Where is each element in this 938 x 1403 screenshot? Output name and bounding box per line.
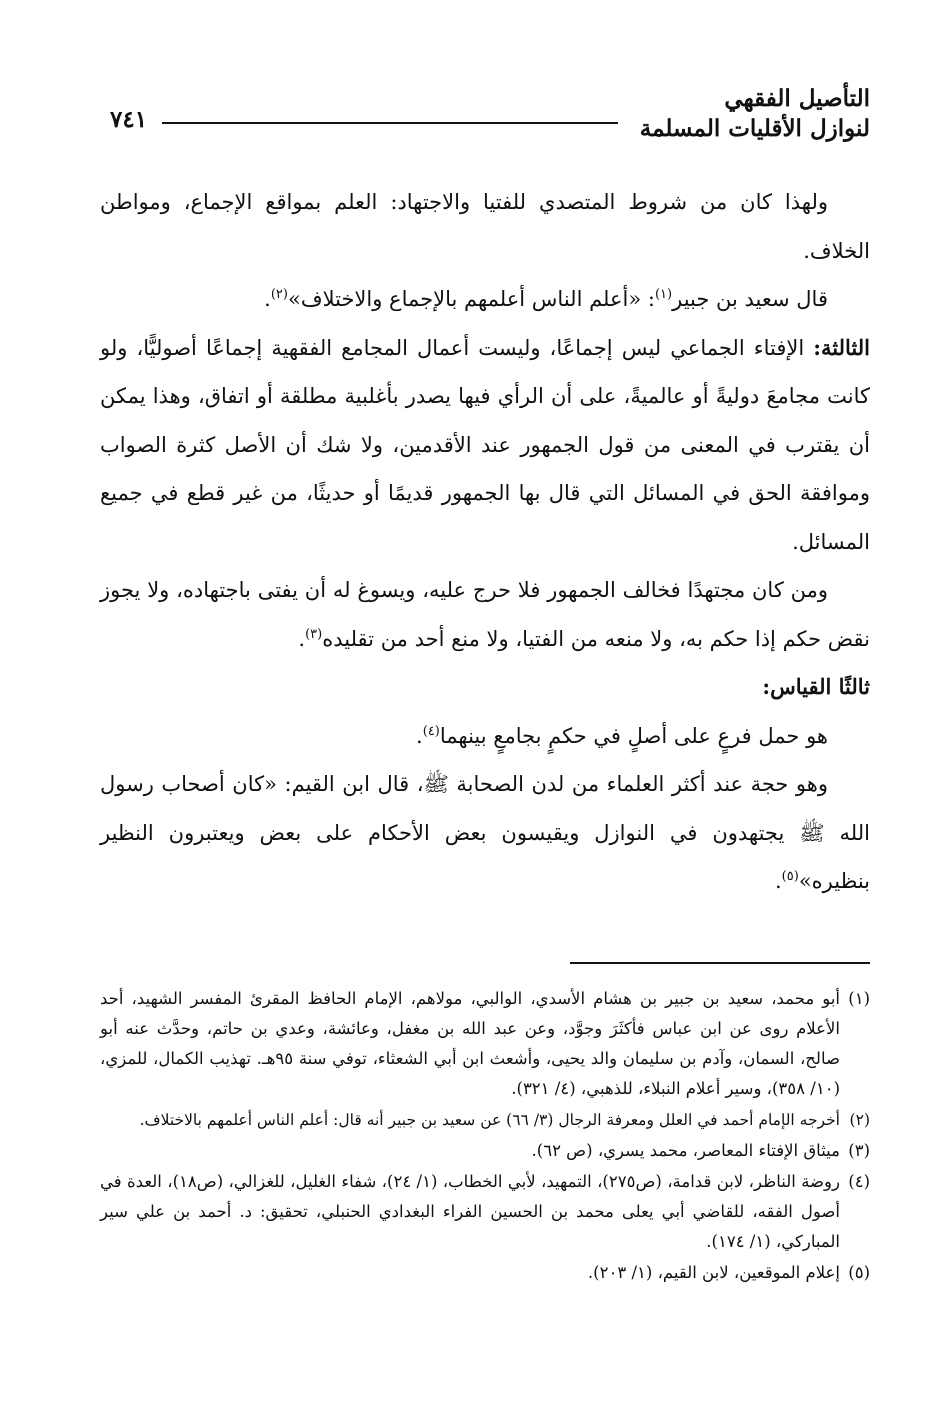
footnote-2-text: أخرجه الإمام أحمد في العلل ومعرفة الرجال (٣/ ٦٦) عن سعيد بن جبير أنه قال: أعلم الناس أعلمهم بالاختلاف. — [139, 1111, 840, 1129]
paragraph-4-end: . — [298, 626, 306, 651]
footnote-4-number: (٤) — [848, 1172, 870, 1191]
footnote-1-text: أبو محمد، سعيد بن جبير بن هشام الأسدي، الوالبي، مولاهم، الإمام الحافظ المقرئ المفسر الشهيد، أحد الأعلام روى عن ابن عباس فأكثَرَ وجوَّد، وعن عبد الله بن مغفل، وعائشة، وعدي بن حاتم، وحدَّث عنه أبو صالح، السمان، وآدم بن سليمان والد يحيى، وأشعث ابن أبي الشعثاء، توفي سنة ٩٥هـ. تهذيب الكمال، للمزي، (١٠/ ٣٥٨)، وسير أعلام النبلاء، للذهبي، (٤/ ٣٢١). — [100, 989, 840, 1098]
section-heading: ثالثًا القياس: — [762, 674, 870, 699]
footnote-3-number: (٣) — [848, 1141, 870, 1160]
book-title — [640, 84, 870, 144]
paragraph-1 — [100, 178, 870, 275]
footnote-4-text: روضة الناظر، لابن قدامة، (ص٢٧٥)، التمهيد، لأبي الخطاب، (١/ ٢٤)، شفاء الغليل، للغزالي، (ص١٨)، العدة في أصول الفقه، للقاضي أبي يعلى محمد بن الحسين الفراء البغدادي الحنبلي، تحقيق: د. أحمد بن علي سير المباركي، (١/ ١٧٤). — [100, 1172, 840, 1251]
footnote-5-text: إعلام الموقعين، لابن القيم، (١/ ٢٠٣). — [587, 1263, 840, 1282]
paragraph-2-text: قال سعيد بن جبير — [672, 287, 828, 311]
paragraph-6 — [100, 760, 870, 906]
footnote-5-number: (٥) — [848, 1263, 870, 1282]
paragraph-3-label: الثالثة: — [813, 334, 870, 360]
footnote-2 — [100, 1105, 870, 1135]
footnote-4 — [100, 1167, 870, 1257]
footnote-5 — [100, 1258, 870, 1288]
paragraph-4 — [100, 566, 870, 663]
paragraph-2-quote: : «أعلم الناس أعلمهم بالإجماع والاختلاف» — [287, 287, 655, 311]
footnote-ref-5[interactable]: (٥) — [781, 869, 799, 884]
book-title-line-2: لنوازل الأقليات المسلمة — [639, 115, 870, 142]
header-rule — [162, 122, 618, 124]
book-title-line-1: التأصيل الفقهي — [724, 85, 870, 112]
main-text — [100, 178, 870, 906]
paragraph-1-text: ولهذا كان من شروط المتصدي للفتيا والاجتهاد: العلم بمواقع الإجماع، ومواطن الخلاف. — [100, 190, 870, 263]
footnote-ref-4[interactable]: (٤) — [422, 723, 440, 739]
paragraph-3-text: الإفتاء الجماعي ليس إجماعًا، وليست أعمال المجامع الفقهية إجماعًا أصوليًّا، ولو كانت مجامعَ دوليةً أو عالميةً، على أن الرأي فيها يصدر بأغلبية مطلقة أو اتفاق، وهذا يمكن أن يقترب في المعنى من قول الجمهور عند الأقدمين، ولا شك أن الأصل كثرة الصواب وموافقة الحق في المسائل التي قال بها الجمهور قديمًا أو حديثًا، من غير قطع في جميع المسائل. — [100, 335, 870, 554]
footnotes — [100, 984, 870, 1289]
footnote-ref-1[interactable]: (١) — [654, 287, 673, 302]
running-header — [100, 84, 870, 164]
footnote-separator — [570, 962, 870, 964]
paragraph-5-end: . — [416, 723, 423, 748]
paragraph-2-end: . — [264, 287, 271, 311]
paragraph-5 — [100, 712, 870, 761]
footnote-2-number: (٢) — [849, 1111, 870, 1129]
page-number: ٧٤١ — [110, 106, 148, 133]
footnote-3 — [100, 1136, 870, 1166]
paragraph-3 — [100, 324, 870, 567]
paragraph-4-text: ومن كان مجتهدًا فخالف الجمهور فلا حرج عليه، ويسوغ له أن يفتى باجتهاده، ولا يجوز نقض حكم إذا حكم به، ولا منعه من الفتيا، ولا منع أحد من تقليده — [100, 578, 870, 651]
footnote-1-number: (١) — [848, 989, 870, 1008]
paragraph-2 — [100, 275, 870, 324]
paragraph-6-end: . — [774, 869, 782, 893]
footnote-ref-2[interactable]: (٢) — [270, 287, 288, 302]
paragraph-5-text: هو حمل فرعٍ على أصلٍ في حكمٍ بجامعٍ بينهما — [439, 723, 828, 748]
footnote-3-text: ميثاق الإفتاء المعاصر، محمد يسري، (ص ٦٢). — [531, 1141, 840, 1160]
paragraph-6-text: وهو حجة عند أكثر العلماء من لدن الصحابة ﷺ، قال ابن القيم: «كان أصحاب رسول الله ﷺ يجتهدون في النوازل ويقيسون بعض الأحكام على بعض ويعتبرون النظير بنظيره» — [100, 772, 870, 893]
footnote-ref-3[interactable]: (٣) — [305, 626, 323, 642]
footnote-1 — [100, 984, 870, 1104]
